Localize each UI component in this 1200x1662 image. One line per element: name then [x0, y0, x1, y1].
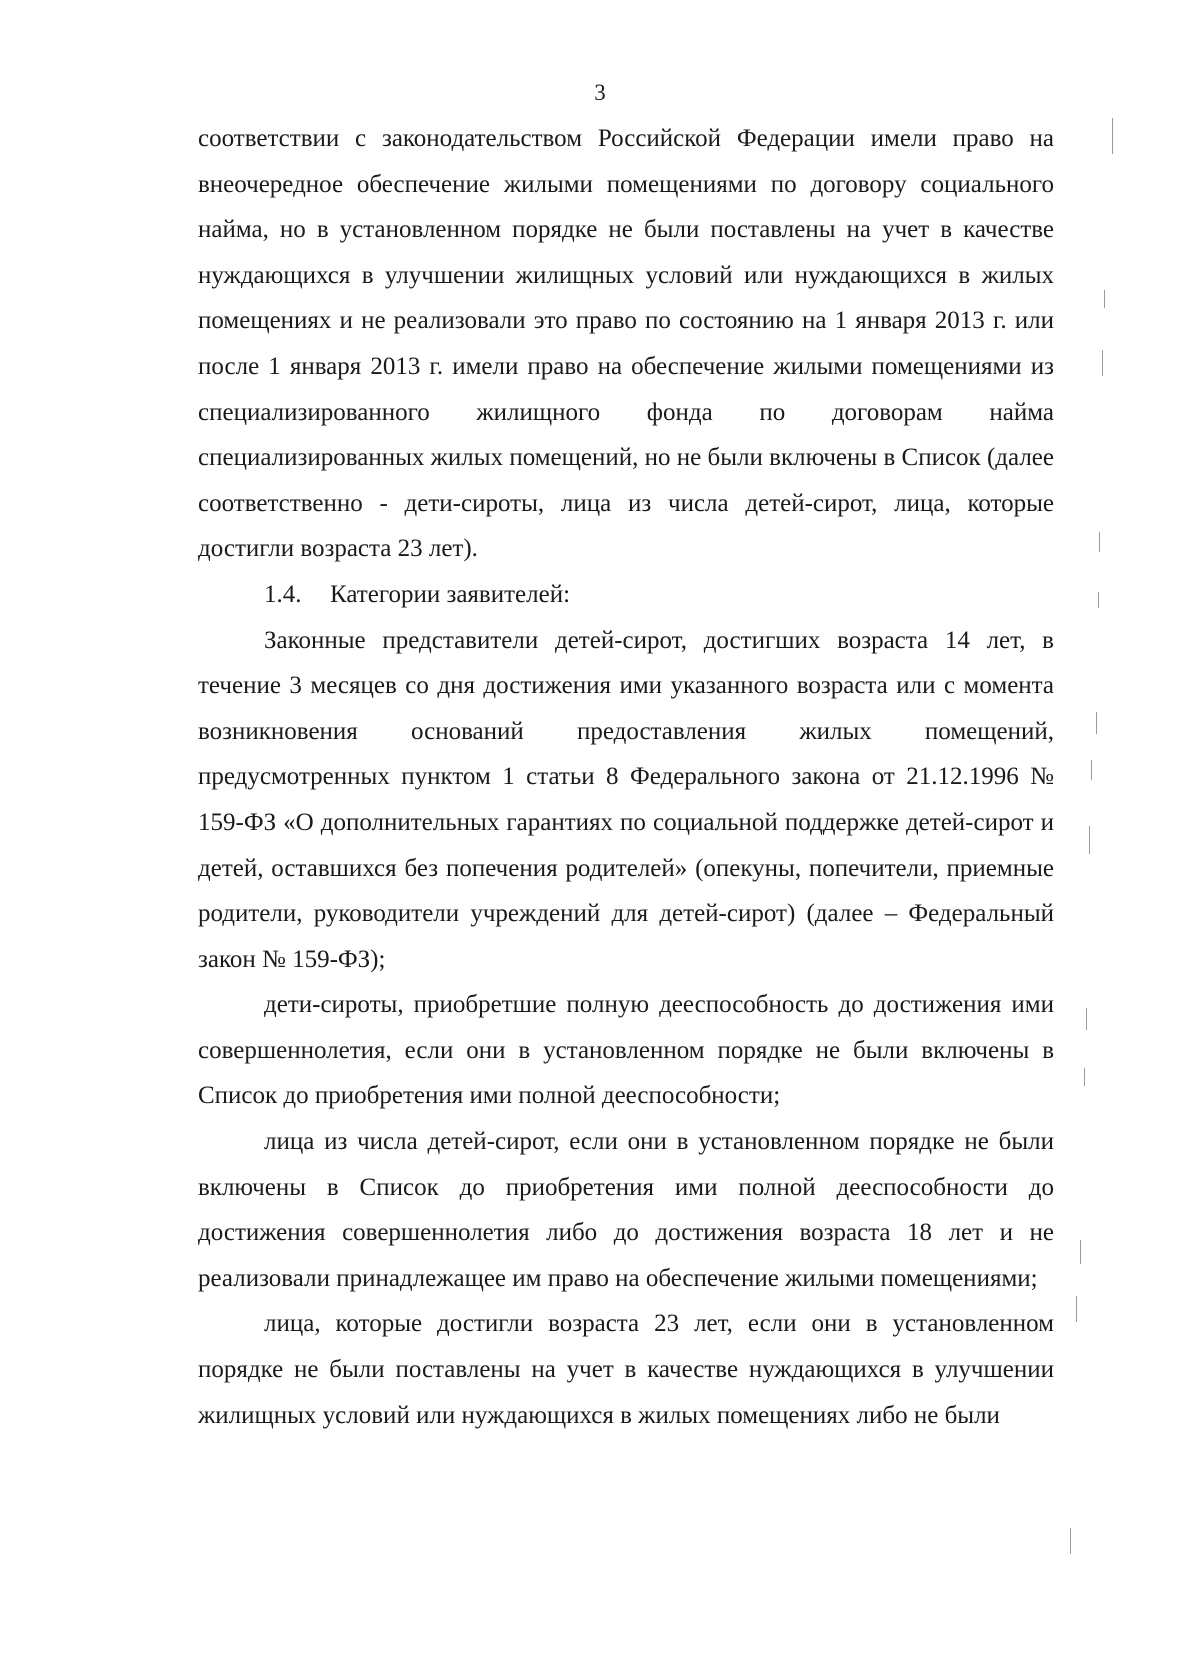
- section-number: 1.4.: [264, 580, 302, 608]
- scan-mark: [1086, 1008, 1087, 1030]
- section-heading: [198, 572, 1054, 618]
- scan-mark: [1102, 350, 1103, 376]
- page-number: 3: [594, 80, 606, 105]
- scan-mark: [1070, 1528, 1071, 1554]
- scan-mark: [1076, 1296, 1077, 1322]
- applicant-category-orphans-full-capacity: дети-сироты, приобретшие полную дееспособность до достижения ими совершеннолетия, если они в установленном порядке не были включены в Список до приобретения ими полной дееспособности;: [198, 991, 1054, 1110]
- scan-mark: [1089, 826, 1090, 854]
- continuation-paragraph: соответствии с законодательством Российской Федерации имели право на внеочередное обеспечение жилыми помещениями по договору социального найма, но в установленном порядке не были поставлены на учет в качестве нуждающихся в улучшении жилищных условий или нуждающихся в жилых помещениях и не реализовали это право по состоянию на 1 января 2013 г. или после 1 января 2013 г. имели право на обеспечение жилыми помещениями из специализированного жилищного фонда по договорам найма специализированных жилых помещений, но не были включены в Список (далее соответственно - дети-сироты, лица из числа детей-сирот, лица, которые достигли возраста 23 лет).: [198, 125, 1054, 563]
- scan-mark: [1080, 1240, 1081, 1264]
- applicant-category-former-orphans: лица из числа детей-сирот, если они в установленном порядке не были включены в Список до приобретения ими полной дееспособности до достижения совершеннолетия либо до достижения возраста 18 лет и не реализовали принадлежащее им право на обеспечение жилыми помещениями;: [198, 1128, 1054, 1292]
- document-body: [198, 116, 1054, 1438]
- scan-mark: [1091, 760, 1092, 780]
- applicant-category-persons-over-23: лица, которые достигли возраста 23 лет, если они в установленном порядке не были поставлены на учет в качестве нуждающихся в улучшении жилищных условий или нуждающихся в жилых помещениях либо не были: [198, 1310, 1054, 1429]
- scan-mark: [1104, 290, 1105, 308]
- scan-mark: [1096, 712, 1097, 734]
- scan-mark: [1084, 1068, 1085, 1086]
- applicant-category-legal-representatives: Законные представители детей-сирот, достигших возраста 14 лет, в течение 3 месяцев со дня достижения ими указанного возраста или с момента возникновения оснований предоставления жилых помещений, предусмотренных пунктом 1 статьи 8 Федерального закона от 21.12.1996 № 159-ФЗ «О дополнительных гарантиях по социальной поддержке детей-сирот и детей, оставшихся без попечения родителей» (опекуны, попечители, приемные родители, руководители учреждений для детей-сирот) (далее – Федеральный закон № 159-ФЗ);: [198, 626, 1054, 973]
- scan-mark: [1112, 118, 1113, 154]
- scan-mark: [1098, 592, 1099, 608]
- section-title: Категории заявителей:: [330, 580, 571, 608]
- scan-mark: [1099, 532, 1100, 552]
